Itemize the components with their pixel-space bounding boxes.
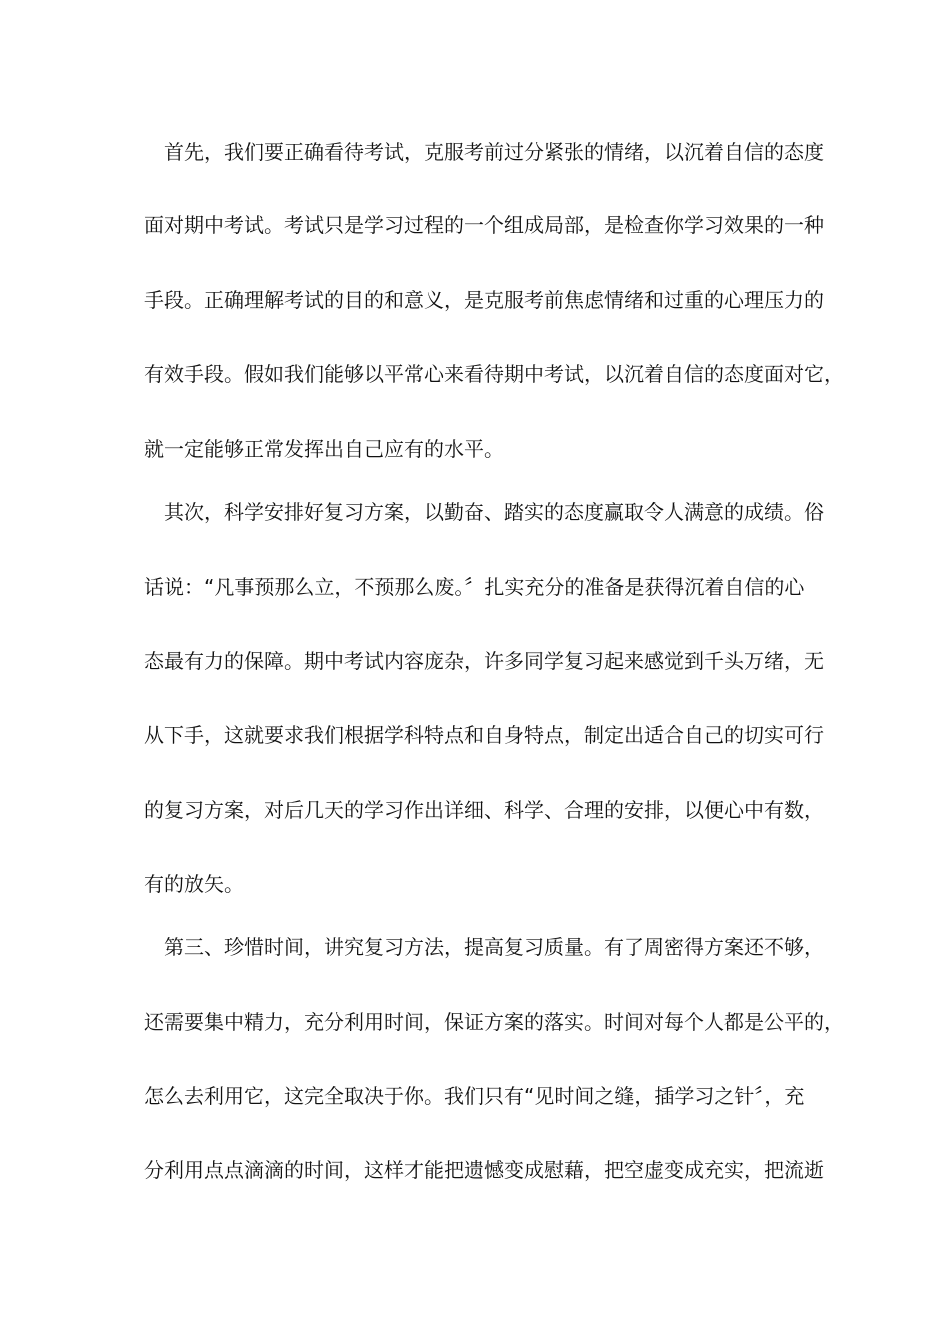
paragraph-1-line-3: 手段。正确理解考试的目的和意义，是克服考前焦虑情绪和过重的心理压力的 xyxy=(144,288,824,312)
paragraph-1-line-2: 面对期中考试。考试只是学习过程的一个组成局部，是检查你学习效果的一种 xyxy=(144,213,824,237)
paragraph-2-line-3: 态最有力的保障。期中考试内容庞杂，许多同学复习起来感觉到千头万绪，无 xyxy=(144,649,824,673)
paragraph-3-line-4: 分利用点点滴滴的时间，这样才能把遗憾变成慰藉，把空虚变成充实，把流逝 xyxy=(144,1158,824,1182)
paragraph-1-line-4: 有效手段。假如我们能够以平常心来看待期中考试，以沉着自信的态度面对它， xyxy=(144,362,844,386)
paragraph-2-line-2: 话说：“凡事预那么立，不预那么废。〞扎实充分的准备是获得沉着自信的心 xyxy=(144,575,805,599)
paragraph-2-line-5: 的复习方案，对后几天的学习作出详细、科学、合理的安排，以便心中有数， xyxy=(144,798,824,822)
paragraph-3-line-1: 第三、珍惜时间，讲究复习方法，提高复习质量。有了周密得方案还不够， xyxy=(164,935,824,959)
paragraph-2-line-6: 有的放矢。 xyxy=(144,872,244,896)
paragraph-1-line-5: 就一定能够正常发挥出自己应有的水平。 xyxy=(144,437,504,461)
paragraph-2-line-4: 从下手，这就要求我们根据学科特点和自身特点，制定出适合自己的切实可行 xyxy=(144,723,824,747)
paragraph-3-line-3: 怎么去利用它，这完全取决于你。我们只有“见时间之缝，插学习之针〞，充 xyxy=(144,1084,805,1108)
paragraph-2-line-1: 其次，科学安排好复习方案，以勤奋、踏实的态度赢取令人满意的成绩。俗 xyxy=(164,500,824,524)
paragraph-1-line-1: 首先，我们要正确看待考试，克服考前过分紧张的情绪，以沉着自信的态度 xyxy=(164,140,824,164)
paragraph-3-line-2: 还需要集中精力，充分利用时间，保证方案的落实。时间对每个人都是公平的， xyxy=(144,1010,844,1034)
